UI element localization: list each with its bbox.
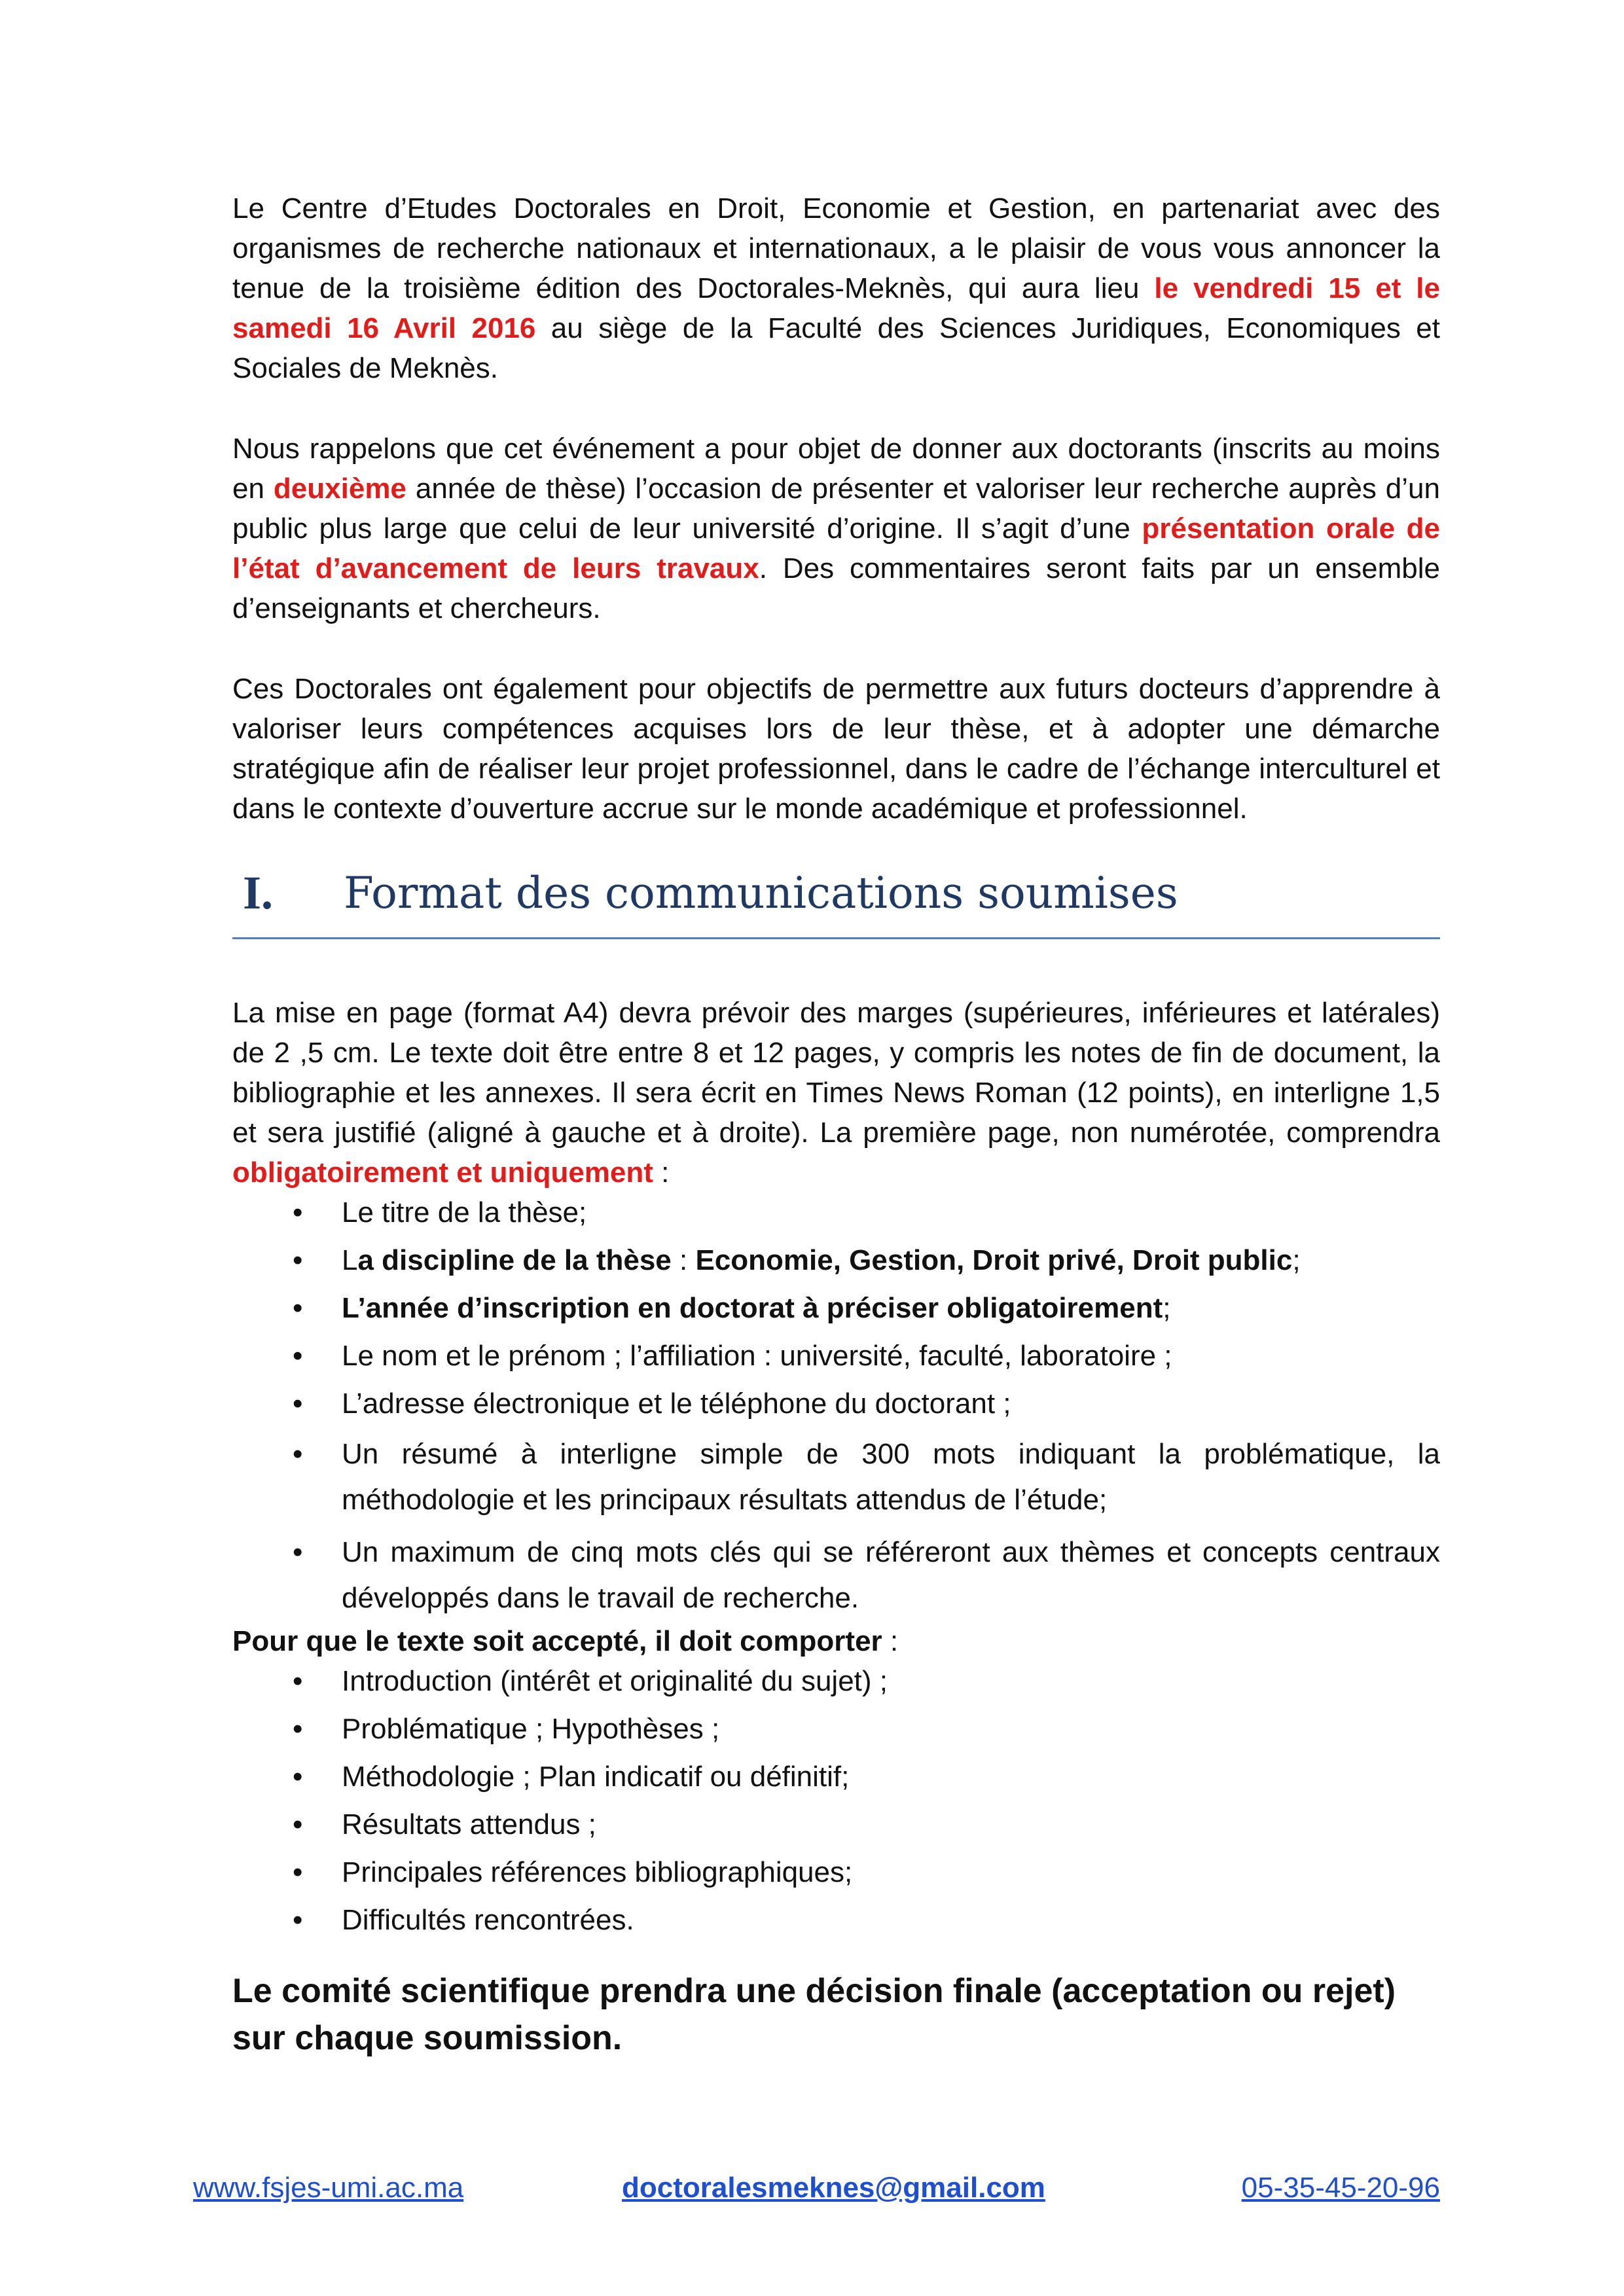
page-footer: [193, 2172, 1440, 2211]
list-item: [232, 1336, 1440, 1376]
criteria-heading: [232, 1621, 1440, 1661]
format-paragraph: [232, 993, 1440, 1193]
email-link[interactable]: doctoralesmeknes@gmail.com: [622, 2172, 1045, 2204]
intro-text: Le Centre d’Etudes Doctorales en Droit, Economie et Gestion, en partenariat avec des organismes de recherche nationaux et internationaux, a le plaisir de vous vous annoncer la tenue de la troisième édition des Doctorales-Meknès, qui aura lieu: [232, 192, 1440, 304]
list-item-text: a discipline de la thèse: [357, 1244, 672, 1276]
intro-text: année de thèse) l’occasion de présenter et valoriser leur recherche auprès d’un public plus large que celui de leur université d’origine. Il s’agit d’une: [232, 473, 1440, 545]
bullet-icon: •: [293, 1196, 303, 1229]
criteria-list: [232, 1661, 1440, 1940]
bullet-icon: •: [293, 1340, 303, 1372]
year-highlight: deuxième: [273, 473, 406, 505]
list-item: [232, 1288, 1440, 1328]
criteria-title-text: :: [882, 1625, 899, 1657]
bullet-icon: •: [293, 1244, 303, 1276]
phone-link[interactable]: 05-35-45-20-96: [1241, 2172, 1440, 2204]
document-body: [232, 188, 1440, 2096]
bullet-icon: •: [293, 1808, 303, 1840]
section-number: I.: [243, 867, 274, 919]
list-item-text: Résultats attendus ;: [342, 1808, 596, 1840]
format-highlight: obligatoirement et uniquement: [232, 1157, 653, 1189]
presentation-highlight: présentation orale de l’état d’avancement de leurs travaux: [232, 512, 1440, 584]
criteria-title-text: Pour que le texte soit accepté, il doit comporter: [232, 1625, 882, 1657]
list-item: [232, 1240, 1440, 1280]
intro-text: au siège de la Faculté des Sciences Juridiques, Economiques et Sociales de Meknès.: [232, 312, 1440, 384]
list-item: [232, 1193, 1440, 1232]
list-item: [232, 1661, 1440, 1701]
list-item: [232, 1709, 1440, 1749]
bullet-icon: •: [293, 1292, 303, 1324]
list-item-text: L’adresse électronique et le téléphone du doctorant ;: [342, 1388, 1011, 1420]
event-date-highlight: le vendredi 15 et le samedi 16 Avril 2016: [232, 272, 1440, 344]
list-item: [232, 1530, 1440, 1621]
list-item-text: Le titre de la thèse;: [342, 1196, 587, 1229]
bullet-icon: •: [293, 1904, 303, 1936]
list-item-text: Méthodologie ; Plan indicatif ou définitif;: [342, 1761, 850, 1793]
list-item-text: Un maximum de cinq mots clés qui se référeront aux thèmes et concepts centraux développés dans le travail de recherche.: [342, 1536, 1440, 1614]
list-item-text: :: [671, 1244, 696, 1276]
bullet-icon: •: [293, 1856, 303, 1888]
decision-statement: Le comité scientifique prendra une décision finale (acceptation ou rejet) sur chaque soumission.: [232, 1972, 1396, 2057]
list-item: [232, 1804, 1440, 1844]
intro-text: . Des commentaires seront faits par un ensemble d’enseignants et chercheurs.: [232, 552, 1440, 624]
intro-text: Nous rappelons que cet événement a pour objet de donner aux doctorants (inscrits au moins en: [232, 433, 1440, 505]
list-item-text: Economie, Gestion, Droit privé, Droit public: [695, 1244, 1293, 1276]
list-item-text: L’année d’inscription en doctorat à préciser obligatoirement: [342, 1292, 1163, 1324]
bullet-icon: •: [293, 1665, 303, 1697]
list-item-text: Problématique ; Hypothèses ;: [342, 1713, 720, 1745]
section-heading: [232, 867, 1440, 939]
bullet-icon: •: [293, 1388, 303, 1420]
section-title: Format des communications soumises: [344, 868, 1178, 918]
list-item: [232, 1757, 1440, 1797]
bullet-icon: •: [293, 1713, 303, 1745]
list-item-text: Principales références bibliographiques;: [342, 1856, 853, 1888]
list-item: [232, 1431, 1440, 1523]
intro-paragraph-1: [232, 188, 1440, 388]
list-item: [232, 1852, 1440, 1892]
list-item-text: Un résumé à interligne simple de 300 mots indiquant la problématique, la méthodologie et les principaux résultats attendus de l’étude;: [342, 1438, 1440, 1516]
intro-paragraph-2: [232, 429, 1440, 628]
intro-paragraph-3: Ces Doctorales ont également pour objectifs de permettre aux futurs docteurs d’apprendre à valoriser leurs compétences acquises lors de leur thèse, et à adopter une démarche stratégique afin de réaliser leur projet professionnel, dans le cadre de l’échange interculturel et dans le contexte d’ouverture accrue sur le monde académique et professionnel.: [232, 673, 1440, 825]
list-item-text: Le nom et le prénom ; l’affiliation : université, faculté, laboratoire ;: [342, 1340, 1172, 1372]
list-item-text: ;: [1292, 1244, 1301, 1276]
list-item: [232, 1384, 1440, 1424]
list-item-text: Introduction (intérêt et originalité du sujet) ;: [342, 1665, 888, 1697]
bullet-icon: •: [293, 1761, 303, 1793]
first-page-list: [232, 1193, 1440, 1621]
list-item: [232, 1900, 1440, 1940]
format-text: :: [653, 1157, 670, 1189]
list-item-text: L: [342, 1244, 358, 1276]
website-link[interactable]: www.fsjes-umi.ac.ma: [193, 2172, 464, 2204]
list-item-text: ;: [1163, 1292, 1171, 1324]
format-text: La mise en page (format A4) devra prévoir des marges (supérieures, inférieures et latérales) de 2 ,5 cm. Le texte doit être entre 8 et 12 pages, y compris les notes de fin de document, la bibliographie et les annexes. Il sera écrit en Times News Roman (12 points), en interligne 1,5 et sera justifié (aligné à gauche et à droite). La première page, non numérotée, comprendra: [232, 997, 1440, 1149]
bullet-icon: •: [293, 1438, 303, 1470]
list-item-text: Difficultés rencontrées.: [342, 1904, 634, 1936]
bullet-icon: •: [293, 1536, 303, 1568]
